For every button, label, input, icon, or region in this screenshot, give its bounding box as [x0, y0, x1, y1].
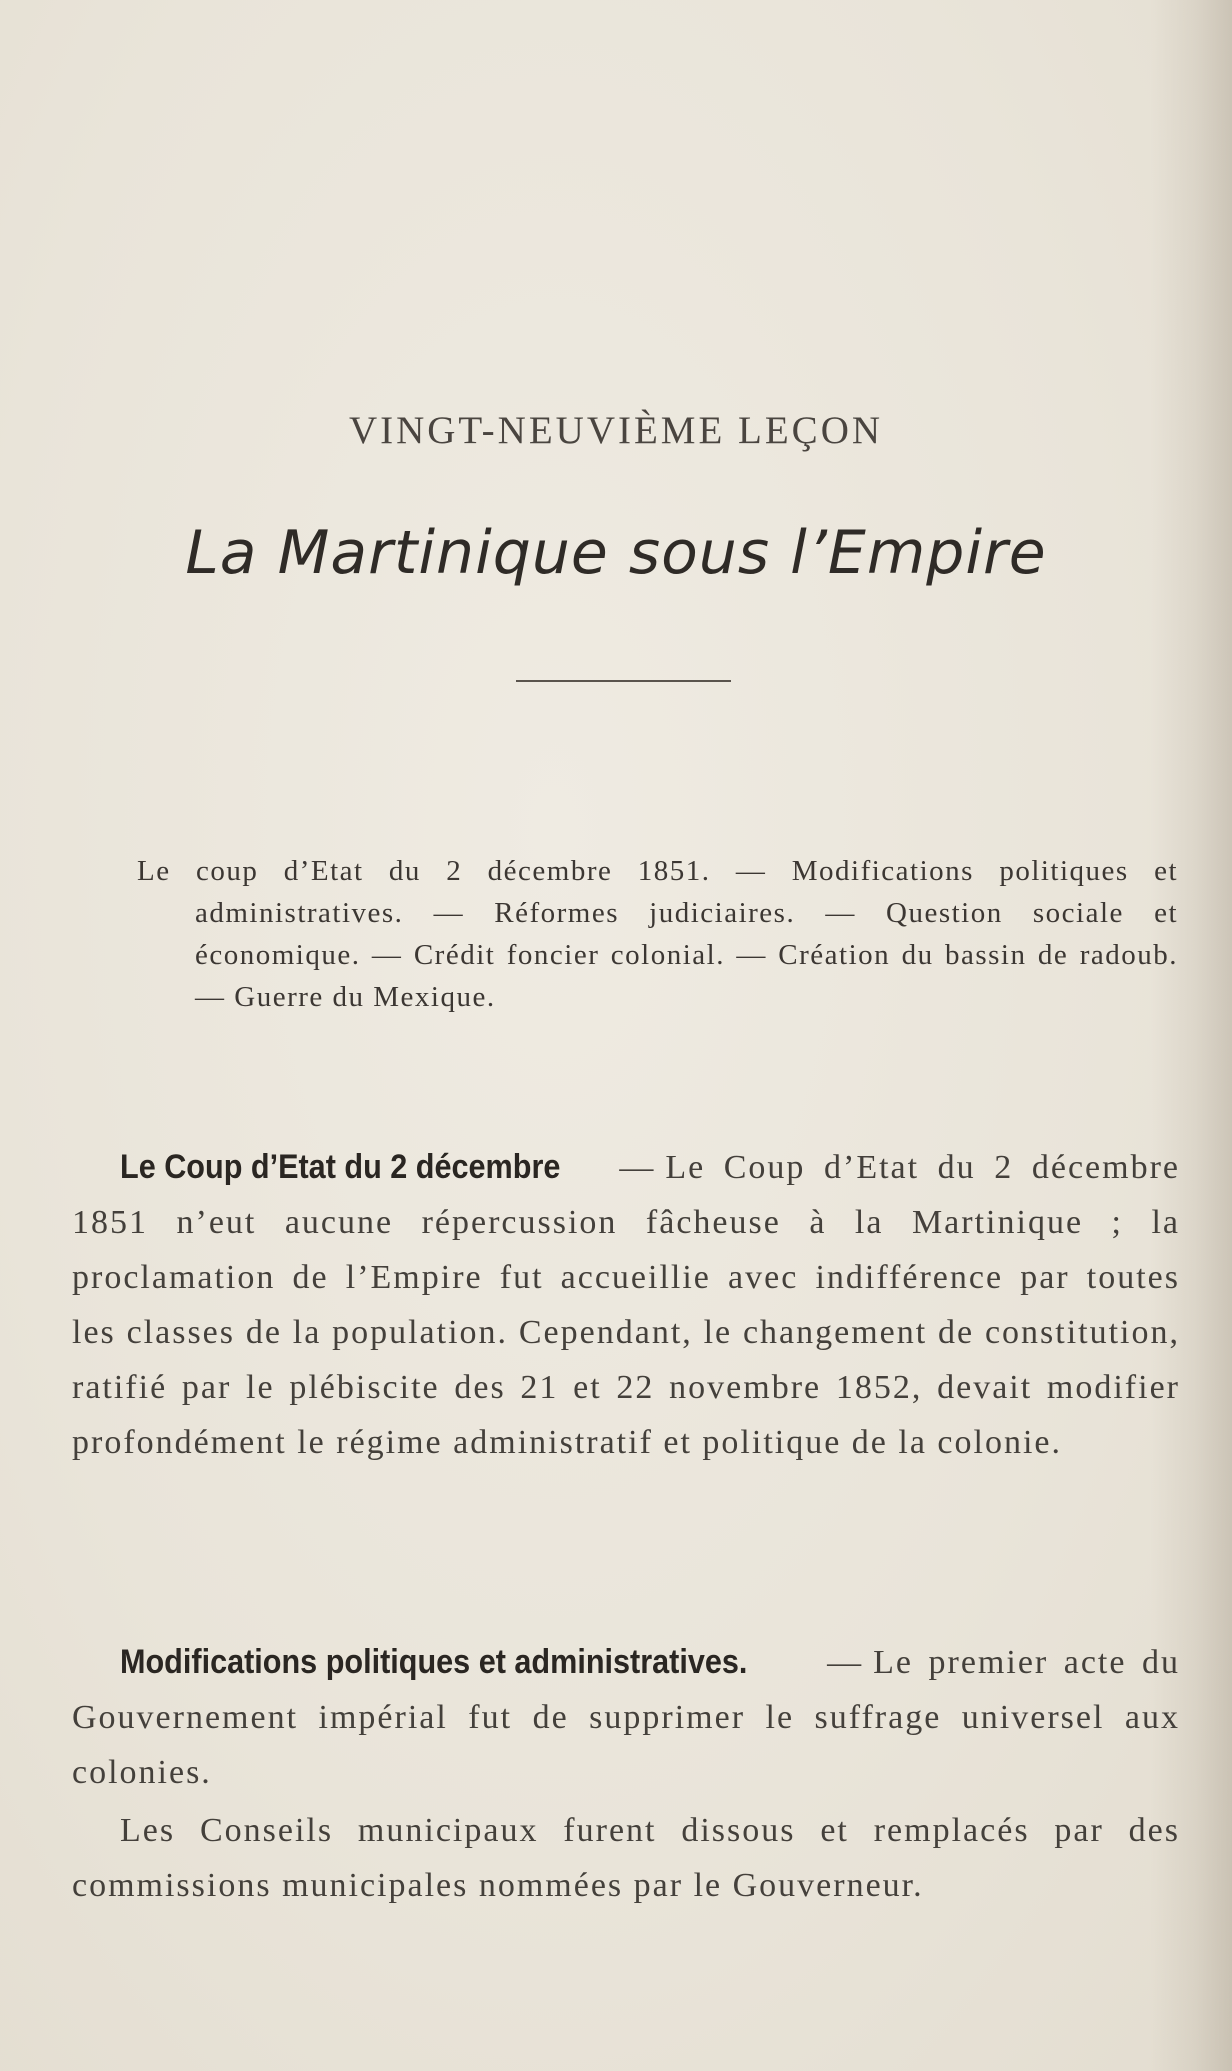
title-divider — [516, 680, 731, 682]
chapter-title: La Martinique sous l’Empire — [185, 518, 1047, 588]
em-dash: — — [619, 1149, 656, 1186]
section-heading-modifications: Modifications politiques et administratives. — [120, 1643, 748, 1681]
section-heading-coup-detat: Le Coup d’Etat du 2 décembre — [120, 1148, 561, 1186]
chapter-number: VINGT-NEUVIÈME LEÇON — [348, 409, 884, 452]
paragraph-modifications — [72, 1635, 1180, 1800]
chapter-summary: Le coup d’Etat du 2 décembre 1851. — Modifications politiques et administratives. — Réformes judiciaires. — Question sociale et économique. — Crédit foncier colonial. — Création du bassin de radoub. — Guerre du Mexique. — [137, 855, 1178, 1013]
em-dash: — — [827, 1644, 864, 1681]
paragraph-conseils-municipaux: Les Conseils municipaux furent dissous et remplacés par des commissions municipales nommées par le Gouverneur. — [72, 1812, 1180, 1904]
paragraph-coup-detat — [72, 1140, 1180, 1470]
section-text-modifications: Le premier acte du Gouvernement impérial fut de supprimer le suffrage universel aux colonies. — [72, 1644, 1180, 1791]
section-text-coup-detat: Le Coup d’Etat du 2 décembre 1851 n’eut aucune répercussion fâcheuse à la Martinique ; la proclamation de l’Empire fut accueillie avec indifférence par toutes les classes de la population. Cependant, le changement de constitution, ratifié par le plébiscite des 21 et 22 novembre 1852, devait modifier profondément le régime administratif et politique de la colonie. — [72, 1149, 1180, 1461]
